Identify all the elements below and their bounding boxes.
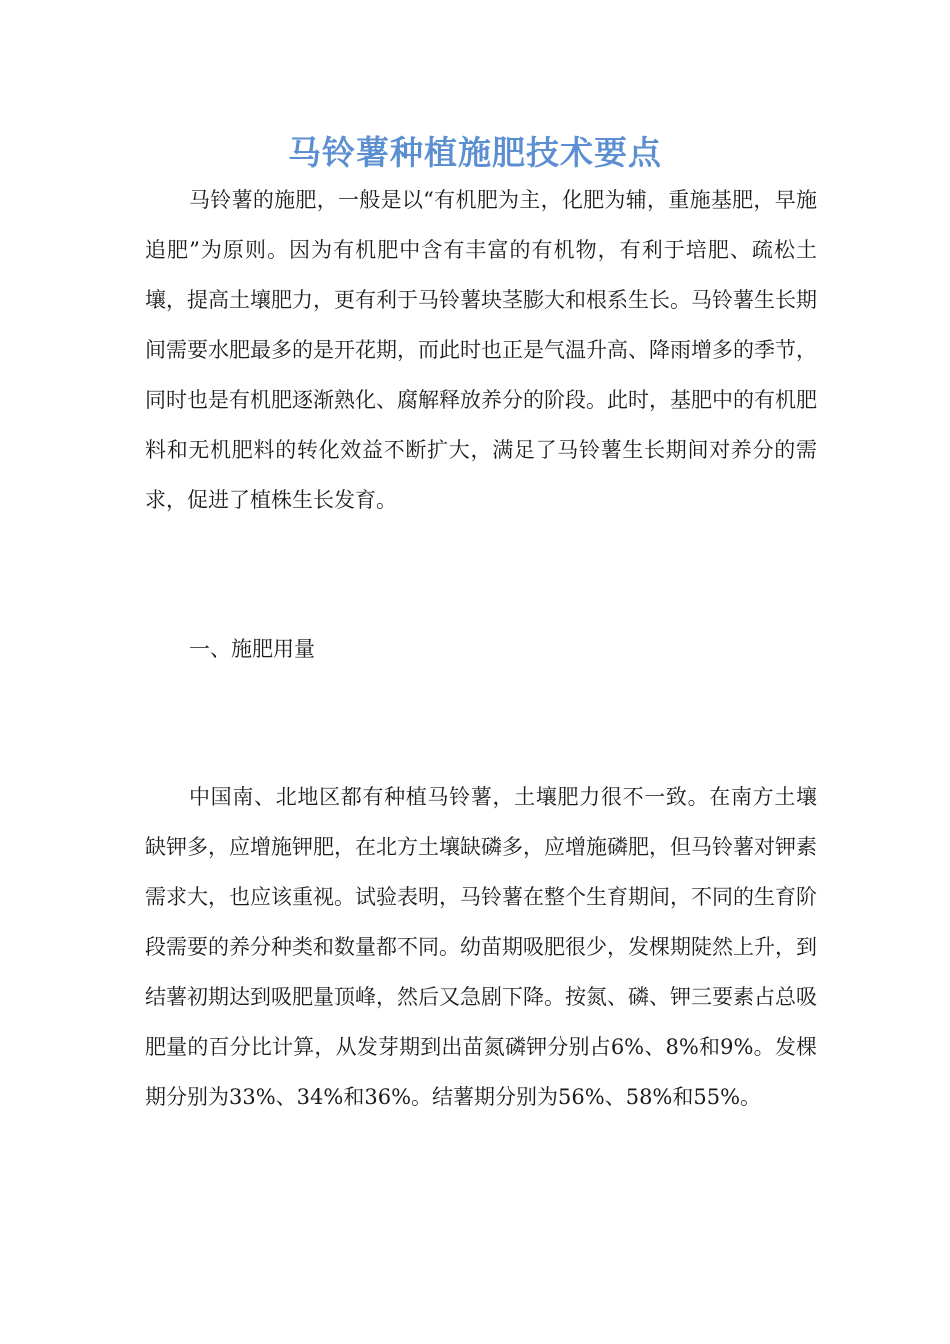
section-paragraph: 中国南、北地区都有种植马铃薯，土壤肥力很不一致。在南方土壤缺钾多，应增施钾肥，在北方土壤缺磷多，应增施磷肥，但马铃薯对钾素需求大，也应该重视。试验表明，马铃薯在整个生育期间，不同的生育阶段需要的养分种类和数量都不同。幼苗期吸肥很少，发棵期陡然上升，到结薯初期达到吸肥量顶峰，然后又急剧下降。按氮、磷、钾三要素占总吸肥量的百分比计算，从发芽期到出苗氮磷钾分别占6%、8%和9%。发棵期分别为33%、34%和36%。结薯期分别为56%、58%和55%。 (145, 785, 817, 1109)
section-heading: 一、施肥用量 (189, 637, 315, 661)
intro-paragraph: 马铃薯的施肥，一般是以“有机肥为主，化肥为辅，重施基肥，早施追肥”为原则。因为有机肥中含有丰富的有机物，有利于培肥、疏松土壤，提高土壤肥力，更有利于马铃薯块茎膨大和根系生长。马铃薯生长期间需要水肥最多的是开花期，而此时也正是气温升高、降雨增多的季节，同时也是有机肥逐渐熟化、腐解释放养分的阶段。此时，基肥中的有机肥料和无机肥料的转化效益不断扩大，满足了马铃薯生长期间对养分的需求，促进了植株生长发育。 (145, 188, 817, 512)
document-title: 马铃薯种植施肥技术要点 (288, 133, 662, 172)
